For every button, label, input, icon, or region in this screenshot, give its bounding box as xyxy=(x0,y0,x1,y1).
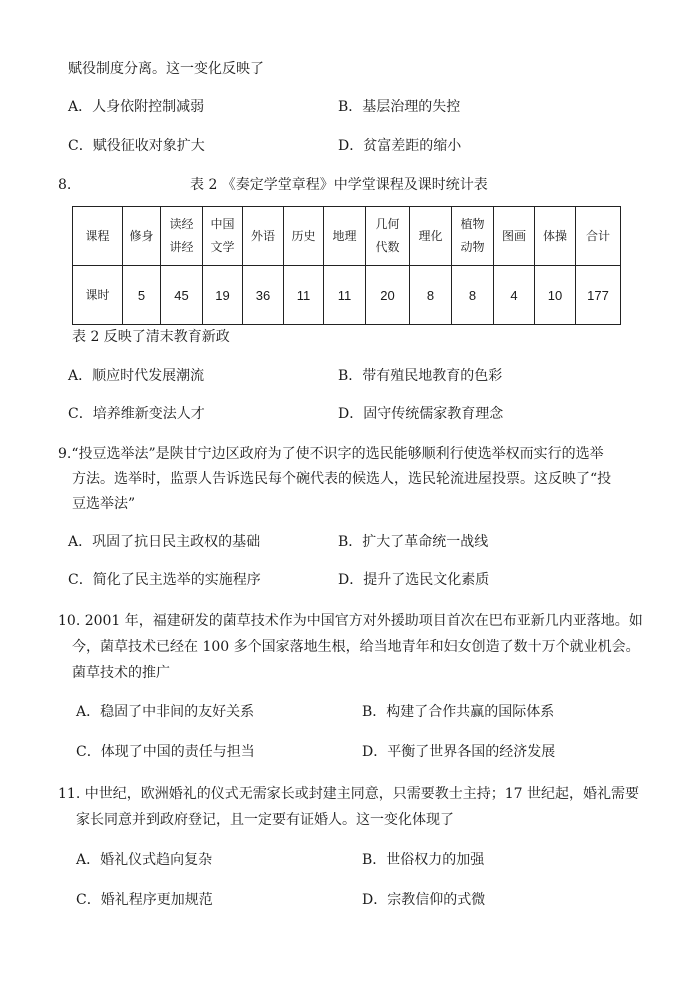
q7-option-b: B．基层治理的失控 xyxy=(338,99,461,115)
q7-option-a: A．人身依附控制减弱 xyxy=(68,99,205,115)
q11-option-c: C．婚礼程序更加规范 xyxy=(76,892,213,908)
q10-option-c: C．体现了中国的责任与担当 xyxy=(76,744,255,760)
q11-option-b: B．世俗权力的加强 xyxy=(362,852,485,868)
course-hours-table xyxy=(72,206,621,325)
q9-stem-line: 豆选举法” xyxy=(72,496,136,512)
table-cell: 19 xyxy=(203,266,243,325)
table-cell: 4 xyxy=(494,266,535,325)
table-header-cell: 修身 xyxy=(123,207,161,266)
table-header-cell: 植物 动物 xyxy=(452,207,494,266)
q10-stem-line: 菌草技术的推广 xyxy=(72,665,170,681)
table-header-cell: 几何 代数 xyxy=(366,207,410,266)
table-header-cell: 课程 xyxy=(73,207,123,266)
q11-stem-line: 11. 中世纪，欧洲婚礼的仪式无需家长或封建主同意，只需要教士主持；17 世纪起，婚礼需要 xyxy=(58,786,639,802)
table-header-cell: 读经 讲经 xyxy=(161,207,203,266)
q10-option-d: D．平衡了世界各国的经济发展 xyxy=(362,744,556,760)
table-header-cell: 外语 xyxy=(243,207,284,266)
table-cell: 8 xyxy=(410,266,452,325)
table-row-label: 课时 xyxy=(73,266,123,325)
table-cell: 11 xyxy=(284,266,324,325)
q8-option-b: B．带有殖民地教育的色彩 xyxy=(338,368,503,384)
table-cell: 10 xyxy=(535,266,576,325)
q10-option-a: A．稳固了中非间的友好关系 xyxy=(76,704,255,720)
table-header-cell: 体操 xyxy=(535,207,576,266)
q8-option-d: D．固守传统儒家教育理念 xyxy=(338,406,504,422)
q9-stem-line: 9.“投豆选举法”是陕甘宁边区政府为了使不识字的选民能够顺利行使选举权而实行的选举 xyxy=(58,446,604,462)
q7-option-d: D．贫富差距的缩小 xyxy=(338,138,462,154)
table-header-cell: 中国 文学 xyxy=(203,207,243,266)
q11-option-a: A．婚礼仪式趋向复杂 xyxy=(76,852,213,868)
table-header-cell: 合计 xyxy=(576,207,621,266)
table-cell: 45 xyxy=(161,266,203,325)
table-cell: 36 xyxy=(243,266,284,325)
q8-table-caption: 表 2 《奏定学堂章程》中学堂课程及课时统计表 xyxy=(190,177,488,193)
q10-stem-line: 10. 2001 年，福建研发的菌草技术作为中国官方对外援助项目首次在巴布亚新几内亚落地。如 xyxy=(58,613,643,629)
table-cell: 5 xyxy=(123,266,161,325)
q8-option-c: C．培养维新变法人才 xyxy=(68,406,205,422)
table-header-cell: 历史 xyxy=(284,207,324,266)
q10-option-b: B．构建了合作共赢的国际体系 xyxy=(362,704,555,720)
q9-option-d: D．提升了选民文化素质 xyxy=(338,572,490,588)
table-cell: 20 xyxy=(366,266,410,325)
q9-option-a: A．巩固了抗日民主政权的基础 xyxy=(68,534,261,550)
q8-stem: 表 2 反映了清末教育新政 xyxy=(72,329,230,345)
q10-stem-line: 今，菌草技术已经在 100 多个国家落地生根，给当地青年和妇女创造了数十万个就业机会。 xyxy=(72,639,640,655)
q7-option-c: C．赋役征收对象扩大 xyxy=(68,138,205,154)
table-cell: 177 xyxy=(576,266,621,325)
table-header-cell: 地理 xyxy=(324,207,366,266)
table-cell: 8 xyxy=(452,266,494,325)
q11-stem-line: 家长同意并到政府登记，且一定要有证婚人。这一变化体现了 xyxy=(76,812,454,828)
table-row xyxy=(73,266,621,325)
q11-option-d: D．宗教信仰的式微 xyxy=(362,892,486,908)
q9-option-b: B．扩大了革命统一战线 xyxy=(338,534,489,550)
q7-stem: 赋役制度分离。这一变化反映了 xyxy=(68,61,264,77)
table-header-cell: 理化 xyxy=(410,207,452,266)
q8-number: 8. xyxy=(58,177,72,193)
q9-option-c: C．简化了民主选举的实施程序 xyxy=(68,572,261,588)
table-header-cell: 图画 xyxy=(494,207,535,266)
table-cell: 11 xyxy=(324,266,366,325)
q8-option-a: A．顺应时代发展潮流 xyxy=(68,368,205,384)
q9-stem-line: 方法。选举时，监票人告诉选民每个碗代表的候选人，选民轮流进屋投票。这反映了“投 xyxy=(72,471,612,487)
table-header-row xyxy=(73,207,621,266)
